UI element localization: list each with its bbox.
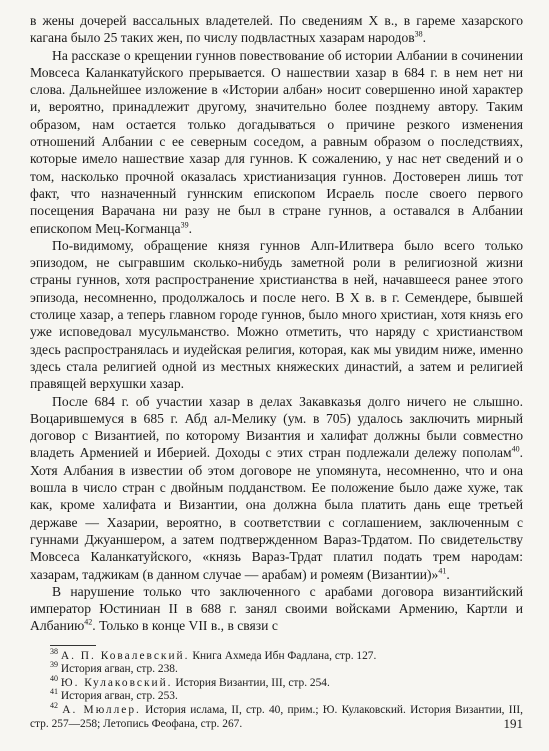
paragraph-4: После 684 г. об участии хазар в делах Закавказья долго ничего не слышно. Воцарившемуся в 685 г. Абд ал-Мелику (ум. в 705) удалось заключить мирный договор с Византией, по которому Византия и халифат должны были совместно владеть Арменией и Иберией. Доходы с этих стран подлежали дележу пополам$^{40}$. Хотя Албания в известии об этом договоре не упомянута, несомненно, что и она вошла в число стран с двойным подданством. Ее положение было даже хуже, так как, кроме халифата и Византии, она должна была платить дань еще третьей державе — Хазарии, вероятно, в соответствии с соглашением, заключенным с гуннами Джуаншером, а затем подтвержденном Вараз-Трдатом. По свидетельству Мовсеса Каланкатуйского, «князь Вараз-Трдат платил подать трем народам: хазарам, таджикам (в данном случае — арабам) и ромеям (Византии)»$^{41}$.: [30, 393, 523, 582]
footnote-38: $^{38}$ А. П. Ковалевский. Книга Ахмеда Ибн Фадлана, стр. 127.: [50, 646, 377, 662]
footnote-ref-40: 40: [511, 444, 520, 454]
footnote-39: $^{39}$ История агван, стр. 238.: [50, 660, 178, 676]
footnote-ref-42: 42: [84, 617, 93, 627]
paragraph-2: На рассказе о крещении гуннов повествование об истории Албании в сочинении Мовсеса Каланкатуйского прерывается. О нашествии хазар в 684 г. в нем нет ни слова. Дальнейшее изложение в «Истории албан» носит совершенно иной характер и, вероятно, принадлежит другому, значительно более позднему автору. Таким образом, нам остается только догадываться о причине резкого изменения отношений Албании с ее северным соседом, а равным образом о последствиях, которые имело нашествие хазар для гуннов. К сожалению, у нас нет сведений и о том, насколько прочной оказалась христианизация гуннов. Достоверен лишь тот факт, что назначенный гуннским епископом Исраель после своего первого посещения Варачана ни разу не был в стране гуннов, а оставался в Албании епископом Мец-Когманца$^{39}$.: [30, 47, 523, 236]
footnote-41: $^{41}$ История агван, стр. 253.: [50, 687, 178, 703]
main-text: [30, 12, 523, 635]
paragraph-3: По-видимому, обращение князя гуннов Алп-Илитвера было всего только эпизодом, не сыгравшим сколько-нибудь заметной роли в религиозной жизни страны гуннов, хотя распространение христианства в ней, начавшееся ранее этого эпизода, несомненно, продолжалось и после него. В X в. в г. Семендере, бывшей столице хазар, а теперь главном городе гуннов, было много христиан, хотя князь его уже исповедовал мусульманство. Можно отметить, что наряду с христианством здесь распространялась и иудейская религия, которая, как мы увидим ниже, именно здесь стала религией одной из местных княжеских династий, а затем и религией правящей верхушки хазар.: [30, 237, 523, 392]
footnote-ref-39: 39: [180, 220, 189, 230]
footnote-40: $^{40}$ Ю. Кулаковский. История Византии, III, стр. 254.: [50, 674, 330, 689]
footnote-ref-38: 38: [414, 29, 423, 39]
paragraph-1: в жены дочерей вассальных владетелей. По сведениям X в., в гареме хазарского кагана было 25 таких жен, по числу подвластных хазарам народов$^{38}$.: [30, 13, 523, 46]
footnote-42: $^{42}$ А. Мюллер. История ислама, II, стр. 40, прим.; Ю. Кулаковский. История Византии, III, стр. 257—258; Летопись Феофана, стр. 267.: [30, 701, 523, 730]
footnote-ref-41: 41: [438, 565, 447, 575]
paragraph-5: В нарушение только что заключенного с арабами договора византийский император Юстиниан II в 688 г. занял своими войсками Армению, Картли и Албанию$^{42}$. Только в конце VII в., в связи с: [30, 583, 523, 634]
page-number: 191: [503, 716, 523, 731]
footnotes: [30, 646, 523, 732]
footnote-divider: [50, 645, 96, 646]
